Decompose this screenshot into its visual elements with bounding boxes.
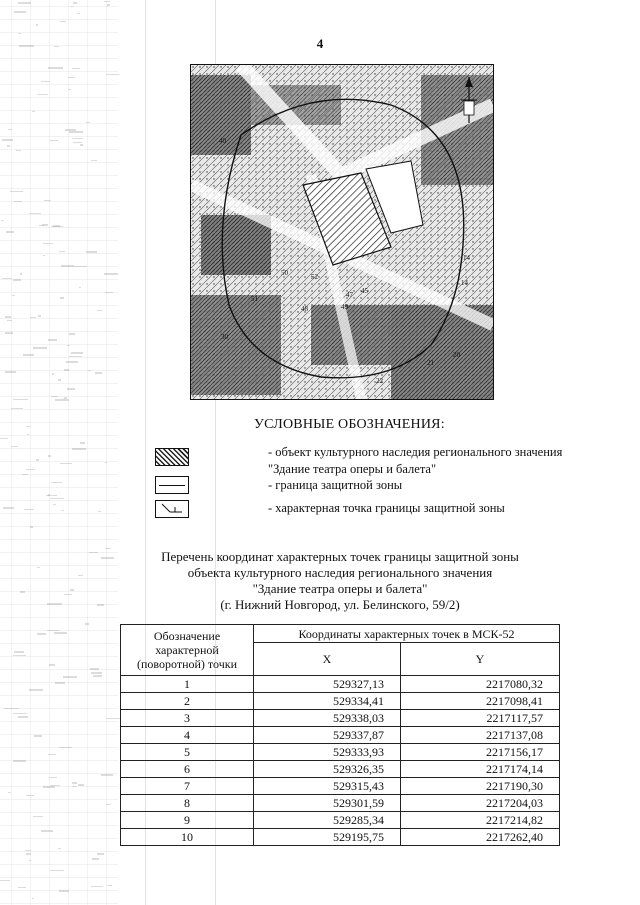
scan-speck: [6, 231, 14, 233]
scan-speck: [61, 510, 64, 511]
scan-speck: [71, 6, 73, 7]
map-point-label: 22: [376, 377, 383, 385]
scan-speck: [51, 396, 58, 397]
scan-speck: [14, 201, 22, 202]
scan-speck: [34, 735, 42, 737]
scan-speck: [0, 438, 8, 439]
scan-speck: [101, 774, 113, 776]
legend-title: УСЛОВНЫЕ ОБОЗНАЧЕНИЯ:: [254, 417, 445, 432]
scan-speck: [72, 448, 86, 450]
scan-speck: [3, 507, 14, 509]
scan-speck: [59, 890, 69, 892]
scan-speck: [18, 2, 31, 4]
table-row: [121, 693, 560, 710]
scan-speck: [50, 140, 58, 141]
scan-speck: [97, 310, 102, 311]
scan-speck: [105, 292, 113, 293]
scan-speck: [47, 603, 62, 605]
scan-speck: [10, 191, 23, 192]
scan-speck: [33, 347, 47, 349]
map-point-label: 45: [361, 287, 368, 295]
cell-point: 7: [121, 778, 254, 795]
scan-speck: [77, 13, 80, 14]
scan-speck: [43, 243, 53, 244]
scan-speck: [71, 352, 83, 354]
cell-y: 2217080,32: [401, 676, 560, 693]
scan-speck: [104, 1, 110, 2]
scan-speck: [78, 784, 84, 786]
scan-speck: [18, 33, 21, 34]
cell-y: 2217117,57: [401, 710, 560, 727]
scan-speck: [14, 11, 26, 13]
scan-speck: [27, 426, 30, 427]
col-point-header: Обозначение характерной (поворотной) точки: [121, 625, 254, 676]
scan-speck: [48, 754, 56, 755]
site-map: [190, 64, 494, 400]
map-point-label: 47: [346, 291, 353, 299]
scan-speck: [64, 594, 72, 595]
cell-y: 2217262,40: [401, 829, 560, 846]
scan-speck: [37, 567, 40, 568]
scan-speck: [27, 434, 29, 435]
scan-speck: [106, 718, 121, 719]
scan-speck: [86, 251, 97, 253]
scan-speck: [58, 379, 61, 381]
scan-speck: [91, 672, 102, 674]
scan-speck: [51, 226, 63, 227]
hatched-object-icon: [155, 448, 189, 466]
cell-x: 529326,35: [254, 761, 401, 778]
scan-speck: [63, 676, 77, 678]
scan-speck: [2, 278, 12, 279]
cell-point: 4: [121, 727, 254, 744]
map-point-label: 14: [461, 279, 468, 287]
boundary-line-icon: [155, 476, 189, 494]
scan-speck: [29, 860, 31, 861]
list-heading-line-3: "Здание театра оперы и балета": [252, 581, 428, 596]
map-point-label: 49: [341, 303, 348, 311]
scan-speck: [72, 68, 80, 69]
scan-speck: [23, 354, 34, 356]
map-point-label: 30: [221, 333, 228, 341]
scan-speck: [25, 850, 31, 851]
scan-speck: [72, 782, 77, 784]
scan-speck: [48, 455, 51, 457]
map-point-label: 40: [219, 137, 226, 145]
scan-speck: [18, 716, 28, 718]
scan-speck: [88, 370, 91, 371]
scan-speck: [11, 446, 18, 447]
cell-x: 529301,59: [254, 795, 401, 812]
table-row: [121, 761, 560, 778]
scan-speck: [8, 792, 11, 793]
table-row: [121, 710, 560, 727]
cell-y: 2217190,30: [401, 778, 560, 795]
scan-speck: [13, 399, 28, 400]
cell-point: 3: [121, 710, 254, 727]
cell-x: 529338,03: [254, 710, 401, 727]
scan-speck: [37, 633, 46, 635]
scan-speck: [74, 266, 87, 267]
scan-speck: [55, 399, 69, 401]
scan-speck: [67, 345, 70, 346]
scan-speck: [91, 160, 97, 161]
cell-x: 529327,13: [254, 676, 401, 693]
scan-speck: [70, 589, 74, 591]
scan-speck: [52, 373, 54, 375]
scan-speck: [60, 21, 66, 22]
scan-speck: [60, 297, 64, 299]
boundary-point-icon: [155, 500, 189, 518]
scan-speck: [5, 332, 13, 334]
scan-speck: [73, 142, 82, 143]
scan-speck: [12, 295, 15, 296]
scan-speck: [67, 388, 75, 390]
scan-speck: [80, 442, 85, 444]
scan-speck: [55, 682, 65, 684]
scan-speck: [7, 320, 12, 321]
scan-speck: [2, 139, 13, 141]
scan-speck: [68, 89, 71, 90]
cell-point: 8: [121, 795, 254, 812]
scan-speck: [13, 279, 21, 281]
scan-speck: [50, 870, 64, 871]
scan-speck: [33, 816, 43, 817]
table-row: [121, 829, 560, 846]
scan-speck: [29, 689, 43, 691]
scan-speck: [14, 651, 24, 653]
scan-speck: [47, 630, 59, 631]
cell-point: 5: [121, 744, 254, 761]
scan-speck: [51, 482, 62, 483]
scan-speck: [89, 552, 98, 553]
scan-speck: [16, 150, 21, 151]
scan-speck: [86, 122, 90, 123]
map-point-label: 52: [311, 273, 318, 281]
map-point-label: 50: [281, 269, 288, 277]
scan-speck: [49, 664, 55, 666]
scan-speck: [92, 858, 99, 860]
cell-x: 529333,93: [254, 744, 401, 761]
col-x-header: X: [254, 643, 401, 676]
scan-speck: [13, 713, 27, 714]
scan-speck: [107, 885, 112, 886]
scan-speck: [48, 67, 63, 69]
scan-speck: [1, 220, 4, 221]
scan-speck: [48, 494, 50, 496]
scan-speck: [68, 77, 75, 78]
scan-speck: [44, 200, 51, 201]
scan-edge-marks: [0, 0, 118, 905]
scan-speck: [4, 708, 19, 709]
scan-speck: [64, 369, 69, 371]
list-heading-line-2: объекта культурного наследия регионального значения: [187, 565, 493, 580]
map-point-label: 20: [453, 351, 460, 359]
scan-speck: [60, 463, 72, 464]
cell-y: 2217156,17: [401, 744, 560, 761]
scan-speck: [30, 526, 33, 528]
scan-speck: [106, 804, 111, 805]
table-row: [121, 795, 560, 812]
scan-speck: [48, 339, 57, 341]
scan-speck: [20, 273, 22, 275]
cell-y: 2217214,82: [401, 812, 560, 829]
table-row: [121, 676, 560, 693]
map-point-label: 48: [301, 305, 308, 313]
scan-speck: [107, 4, 110, 6]
cell-x: 529285,34: [254, 812, 401, 829]
scan-speck: [106, 74, 119, 75]
scan-speck: [59, 747, 72, 748]
scan-speck: [38, 315, 41, 317]
scan-speck: [26, 469, 35, 470]
scan-speck: [26, 853, 31, 855]
cell-y: 2217174,14: [401, 761, 560, 778]
table-row: [121, 812, 560, 829]
list-heading-line-4: (г. Нижний Новгород, ул. Белинского, 59/2): [220, 597, 460, 612]
scan-speck: [54, 632, 67, 634]
scan-speck: [69, 333, 75, 335]
scan-speck: [8, 129, 12, 130]
map-point-label: 51: [251, 295, 258, 303]
list-heading-line-1: Перечень координат характерных точек границы защитной зоны: [161, 549, 519, 564]
scan-speck: [85, 623, 89, 625]
scan-speck: [105, 462, 107, 463]
cell-point: 6: [121, 761, 254, 778]
cell-point: 9: [121, 812, 254, 829]
cell-point: 10: [121, 829, 254, 846]
scan-speck: [41, 81, 50, 82]
scan-speck: [72, 786, 77, 787]
scan-speck: [43, 786, 55, 788]
cell-x: 529195,75: [254, 829, 401, 846]
scan-speck: [73, 2, 77, 4]
table-row: [121, 778, 560, 795]
map-point-label: 14: [463, 254, 470, 262]
scan-speck: [90, 668, 99, 670]
page-number: 4: [316, 36, 324, 51]
scan-speck: [59, 251, 65, 252]
scan-speck: [7, 145, 10, 147]
scan-speck: [36, 459, 39, 461]
legend-item-heritage-object: - объект культурного наследия регионального значения "Здание театра оперы и балета": [268, 445, 563, 476]
scan-speck: [13, 655, 26, 656]
scan-speck: [97, 853, 104, 855]
scan-speck: [104, 273, 118, 275]
cell-y: 2217204,03: [401, 795, 560, 812]
scan-speck: [32, 111, 35, 112]
coordinates-table: [120, 624, 560, 846]
scan-speck: [41, 830, 53, 832]
cell-x: 529334,41: [254, 693, 401, 710]
map-point-label: 21: [427, 359, 434, 367]
scan-speck: [43, 255, 45, 256]
scan-speck: [49, 777, 57, 778]
cell-x: 529337,87: [254, 727, 401, 744]
legend-item-boundary-point: - характерная точка границы защитной зоны: [268, 501, 505, 515]
scan-speck: [22, 474, 28, 475]
scan-speck: [95, 372, 102, 374]
scan-speck: [98, 511, 101, 512]
scan-speck: [24, 509, 34, 510]
scan-speck: [50, 498, 64, 499]
cell-x: 529315,43: [254, 778, 401, 795]
scan-speck: [93, 675, 102, 677]
scan-speck: [79, 287, 81, 288]
scan-speck: [37, 94, 48, 95]
table-row: [121, 727, 560, 744]
scan-speck: [78, 575, 83, 576]
scan-speck: [13, 760, 26, 762]
scan-speck: [11, 408, 23, 409]
scan-speck: [39, 225, 44, 226]
cell-point: 2: [121, 693, 254, 710]
scan-speck: [72, 138, 83, 139]
scan-speck: [91, 886, 103, 887]
legend-item-boundary: - граница защитной зоны: [268, 478, 403, 492]
scan-speck: [18, 887, 26, 888]
scan-speck: [32, 898, 34, 899]
scan-speck: [53, 504, 56, 505]
scan-speck: [69, 131, 83, 133]
scan-speck: [66, 361, 78, 363]
scan-speck: [26, 795, 34, 796]
scan-speck: [61, 265, 74, 267]
scan-speck: [29, 213, 41, 214]
cell-point: 1: [121, 676, 254, 693]
scan-speck: [58, 848, 61, 849]
scan-speck: [36, 24, 38, 26]
col-coords-header: Координаты характерных точек в МСК-52: [254, 625, 560, 643]
scan-speck: [5, 371, 16, 373]
scan-speck: [20, 591, 25, 593]
cell-y: 2217137,08: [401, 727, 560, 744]
scan-speck: [5, 316, 11, 318]
scan-speck: [30, 317, 36, 318]
scan-speck: [69, 356, 82, 357]
col-y-header: Y: [401, 643, 560, 676]
table-row: [121, 744, 560, 761]
cell-y: 2217098,41: [401, 693, 560, 710]
scan-speck: [0, 880, 10, 881]
scan-speck: [80, 144, 83, 146]
